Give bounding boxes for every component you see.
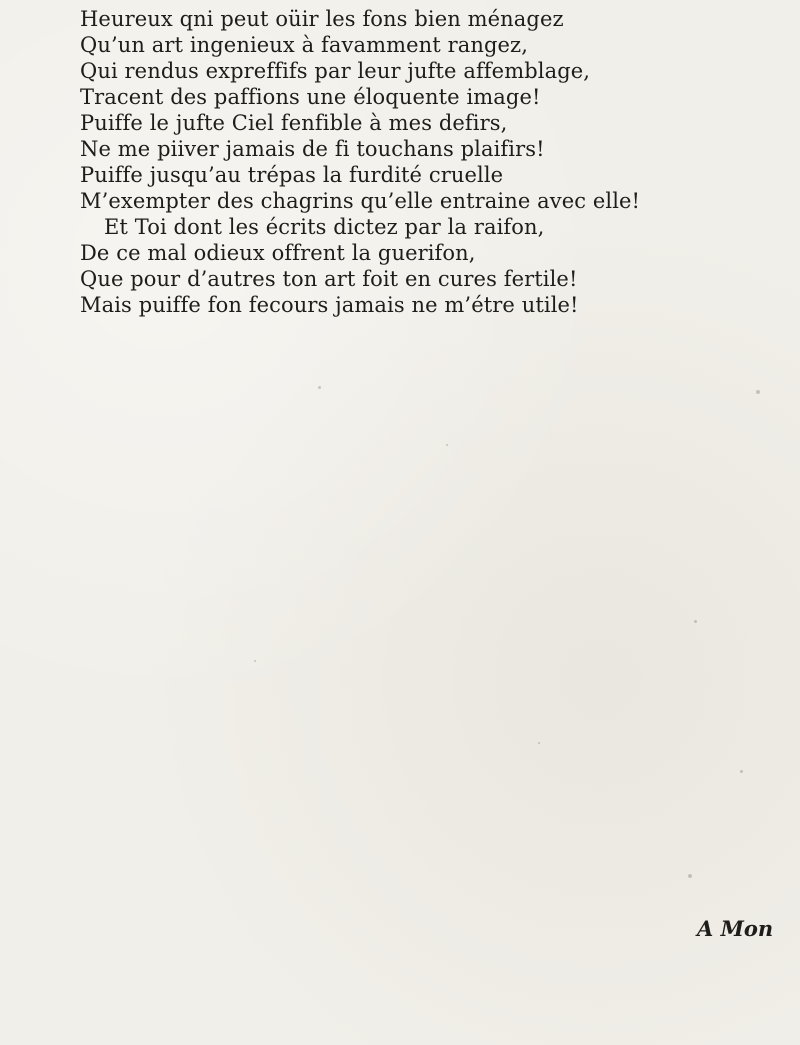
paper-speck [254, 660, 256, 662]
poem-line: Puiffe jusqu’au trépas la furdité cruelle [80, 163, 504, 187]
paper-speck [756, 390, 760, 394]
poem-line: Qu’un art ingenieux à favamment rangez, [80, 33, 528, 57]
poem-line: De ce mal odieux offrent la guerifon, [80, 241, 476, 265]
poem-line: Tracent des paffions une éloquente image! [80, 85, 541, 109]
catchword: A Mon [697, 916, 774, 941]
paper-speck [318, 386, 321, 389]
poem-line: Mais puiffe fon fecours jamais ne m’étre utile! [80, 293, 579, 317]
paper-speck [688, 874, 692, 878]
poem-line: Qui rendus expreffifs par leur jufte affemblage, [80, 59, 591, 83]
poem-line: Que pour d’autres ton art foit en cures fertile! [80, 267, 578, 291]
poem-text [80, 6, 770, 318]
poem-line: Et Toi dont les écrits dictez par la raifon, [104, 215, 545, 239]
paper-speck [538, 742, 540, 744]
paper-speck [740, 770, 743, 773]
paper-speck [446, 444, 448, 446]
paper-speck [694, 620, 697, 623]
poem-line: Puiffe le jufte Ciel fenfible à mes defirs, [80, 111, 508, 135]
poem-line: Heureux qni peut oüir les fons bien ménagez [80, 7, 564, 31]
poem-line: Ne me piiver jamais de fi touchans plaifirs! [80, 137, 545, 161]
poem-line: M’exempter des chagrins qu’elle entraine avec elle! [80, 189, 641, 213]
